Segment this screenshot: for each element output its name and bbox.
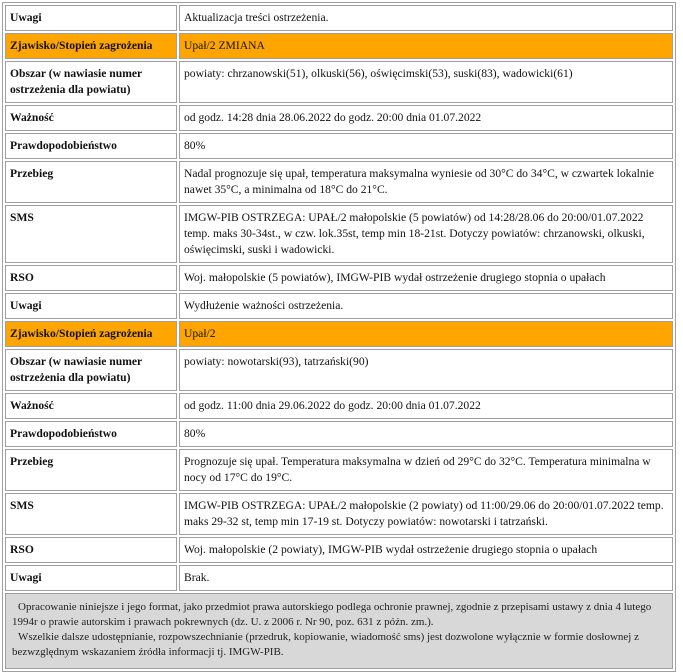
label-uwagi: Uwagi: [5, 5, 177, 31]
row-waznosc: [5, 393, 673, 419]
value-sms: IMGW-PIB OSTRZEGA: UPAŁ/2 małopolskie (2 powiaty) od 11:00/29.06 do 20:00/01.07.2022 temp. maks 29-32 st, temp min 17-19 st. Dotyczy powiatów: nowotarski i tatrzański.: [179, 493, 673, 535]
value-rso: Woj. małopolskie (2 powiaty), IMGW-PIB wydał ostrzeżenie drugiego stopnia o upałach: [179, 537, 673, 563]
value-zjawisko: Upał/2: [179, 321, 673, 347]
row-rso: [5, 537, 673, 563]
row-prawdopodobienstwo: [5, 133, 673, 159]
label-sms: SMS: [5, 205, 177, 263]
label-przebieg: Przebieg: [5, 161, 177, 203]
warning-table: [2, 2, 676, 672]
value-waznosc: od godz. 11:00 dnia 29.06.2022 do godz. 20:00 dnia 01.07.2022: [179, 393, 673, 419]
label-prawdopodobienstwo: Prawdopodobieństwo: [5, 133, 177, 159]
label-obszar: Obszar (w nawiasie numer ostrzeżenia dla powiatu): [5, 61, 177, 103]
label-prawdopodobienstwo: Prawdopodobieństwo: [5, 421, 177, 447]
copyright-cell: [5, 593, 673, 669]
row-prawdopodobienstwo: [5, 421, 673, 447]
row-uwagi-final: [5, 565, 673, 591]
label-zjawisko: Zjawisko/Stopień zagrożenia: [5, 321, 177, 347]
value-przebieg: Nadal prognozuje się upał, temperatura maksymalna wyniesie od 30°C do 34°C, w czwartek lokalnie nawet 35°C, a minimalna od 18°C do 21°C.: [179, 161, 673, 203]
row-zjawisko: [5, 321, 673, 347]
row-uwagi: [5, 293, 673, 319]
label-obszar: Obszar (w nawiasie numer ostrzeżenia dla powiatu): [5, 349, 177, 391]
value-sms: IMGW-PIB OSTRZEGA: UPAŁ/2 małopolskie (5 powiatów) od 14:28/28.06 do 20:00/01.07.2022 temp. maks 30-34st., w czw. lok.35st, temp min 18-21st. Dotyczy powiatów: chrzanowski, olkuski, oświęcimski, suski i wadowicki.: [179, 205, 673, 263]
label-rso: RSO: [5, 537, 177, 563]
value-zjawisko: Upał/2 ZMIANA: [179, 33, 673, 59]
row-sms: [5, 205, 673, 263]
copyright-paragraph-2: Wszelkie dalsze udostępnianie, rozpowszechnianie (przedruk, kopiowanie, wiadomość sms) jest dozwolone wyłącznie w formie dosłownej z bezwzględnym wskazaniem źródła informacji tj. IMGW-PIB.: [12, 631, 639, 658]
label-uwagi: Uwagi: [5, 565, 177, 591]
value-prawdopodobienstwo: 80%: [179, 421, 673, 447]
value-prawdopodobienstwo: 80%: [179, 133, 673, 159]
value-obszar: powiaty: chrzanowski(51), olkuski(56), oświęcimski(53), suski(83), wadowicki(61): [179, 61, 673, 103]
warning-document: [2, 2, 676, 672]
label-sms: SMS: [5, 493, 177, 535]
label-zjawisko: Zjawisko/Stopień zagrożenia: [5, 33, 177, 59]
row-sms: [5, 493, 673, 535]
row-zjawisko: [5, 33, 673, 59]
copyright-paragraph-1: Opracowanie niniejsze i jego format, jako przedmiot prawa autorskiego podlega ochronie prawnej, zgodnie z przepisami ustawy z dnia 4 lutego 1994r o prawie autorskim i prawach pokrewnych (dz. U. z 2006 r. Nr 90, poz. 631 z późn. zm.).: [12, 601, 652, 628]
value-uwagi-final: Brak.: [179, 565, 673, 591]
copyright-footer: [5, 593, 673, 669]
label-waznosc: Ważność: [5, 105, 177, 131]
row-obszar: [5, 61, 673, 103]
row-rso: [5, 265, 673, 291]
value-obszar: powiaty: nowotarski(93), tatrzański(90): [179, 349, 673, 391]
label-rso: RSO: [5, 265, 177, 291]
label-przebieg: Przebieg: [5, 449, 177, 491]
value-uwagi: Aktualizacja treści ostrzeżenia.: [179, 5, 673, 31]
value-waznosc: od godz. 14:28 dnia 28.06.2022 do godz. 20:00 dnia 01.07.2022: [179, 105, 673, 131]
row-waznosc: [5, 105, 673, 131]
value-rso: Woj. małopolskie (5 powiatów), IMGW-PIB wydał ostrzeżenie drugiego stopnia o upałach: [179, 265, 673, 291]
row-uwagi: [5, 5, 673, 31]
label-waznosc: Ważność: [5, 393, 177, 419]
row-obszar: [5, 349, 673, 391]
label-uwagi: Uwagi: [5, 293, 177, 319]
row-przebieg: [5, 161, 673, 203]
row-przebieg: [5, 449, 673, 491]
value-uwagi: Wydłużenie ważności ostrzeżenia.: [179, 293, 673, 319]
value-przebieg: Prognozuje się upał. Temperatura maksymalna w dzień od 29°C do 32°C. Temperatura minimalna w nocy od 17°C do 19°C.: [179, 449, 673, 491]
